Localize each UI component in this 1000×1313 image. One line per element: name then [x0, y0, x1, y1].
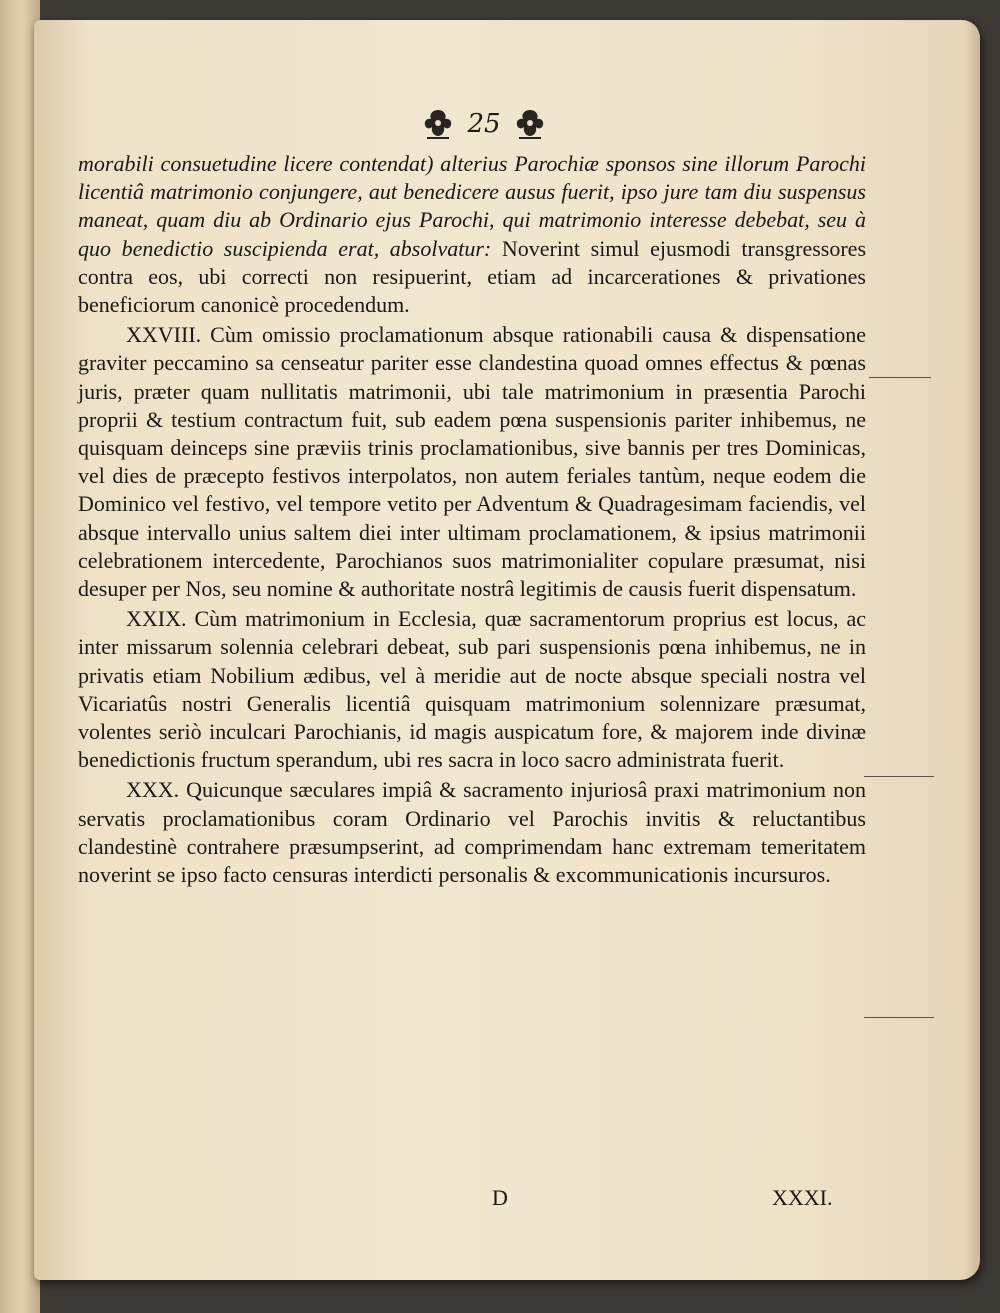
fleuron-icon [421, 107, 455, 141]
fleuron-icon [513, 107, 547, 141]
italic-text: morabili consuetudine licere contendat) alterius Parochiæ sponsos sine illorum Parochi licentiâ matrimonio conjungere, aut benedicere ausus fuerit, ipso jure tam diu suspensus maneat, quam diu ab Ordinario ejus Parochi, qui matrimonio interesse debebat, seu à quo benedictio suscipienda erat, absolvatur: [78, 151, 866, 261]
paragraph-continuation [78, 150, 866, 319]
paragraph-xxviii: XXVIII. Cùm omissio proclamationum absque rationabili causa & dispensatione graviter peccamino sa censeatur pariter esse clandestina quoad omnes effectus & pœnas juris, præter quam nullitatis matrimonii, ubi tale matrimonium in præsentia Parochi proprii & testium contractum fuit, sub eadem pœna suspensionis pariter inhibemus, ne quisquam deinceps sine præviis trinis proclamationibus, sive bannis per tres Dominicas, vel dies de præcepto festivos interpolatos, non autem feriales tantùm, neque eodem die Dominico vel festivo, vel tempore vetito per Adventum & Quadragesimam faciendis, vel absque intervallo unius saltem diei inter ultimam proclamationem, & ipsius matrimonii celebrationem intercedente, Parochianos suos matrimonialiter copulare præsumat, nisi desuper per Nos, seu nomine & authoritate nostrâ legitimis de causis fuerit dispensatum. [78, 322, 866, 602]
margin-mark [869, 377, 931, 378]
page-header [384, 102, 584, 146]
body-text [78, 150, 866, 889]
catchword: XXXI. [772, 1185, 833, 1210]
margin-mark [864, 776, 934, 777]
paragraph-xxix: XXIX. Cùm matrimonium in Ecclesia, quæ sacramentorum proprius est locus, ac inter missarum solennia celebrari debeat, sub pari suspensionis pœna inhibemus, ne in privatis etiam Nobilium ædibus, vel à meridie aut de nocte absque speciali nostra vel Vicariatûs nostri Generalis licentiâ quisquam matrimonium solennizare præsumat, volentes seriò inculcari Parochianis, id magis auspicatum fore, & majorem inde divinæ benedictionis fructum sperandum, ubi res sacra in loco sacro administrata fuerit. [78, 606, 866, 773]
paragraph-xxx: XXX. Quicunque sæculares impiâ & sacramento injuriosâ praxi matrimonium non servatis proclamationibus coram Ordinario vel Parochis invitis & reluctantibus clandestinè contrahere præsumpserint, ad comprimendam hanc extremam temeritatem noverint se ipso facto censuras interdicti personalis & excommunicationis incursuros. [78, 777, 866, 888]
margin-mark [864, 1017, 934, 1018]
page-number: 25 [467, 109, 501, 139]
roman-text: Noverint simul ejusmodi transgressores contra eos, ubi correcti non resipuerint, etiam ad incarcerationes & privationes beneficiorum canonicè procedendum. [78, 235, 867, 318]
book-page [34, 20, 980, 1280]
page-edge-shadow [964, 20, 980, 1280]
signature-mark: D [492, 1185, 508, 1210]
